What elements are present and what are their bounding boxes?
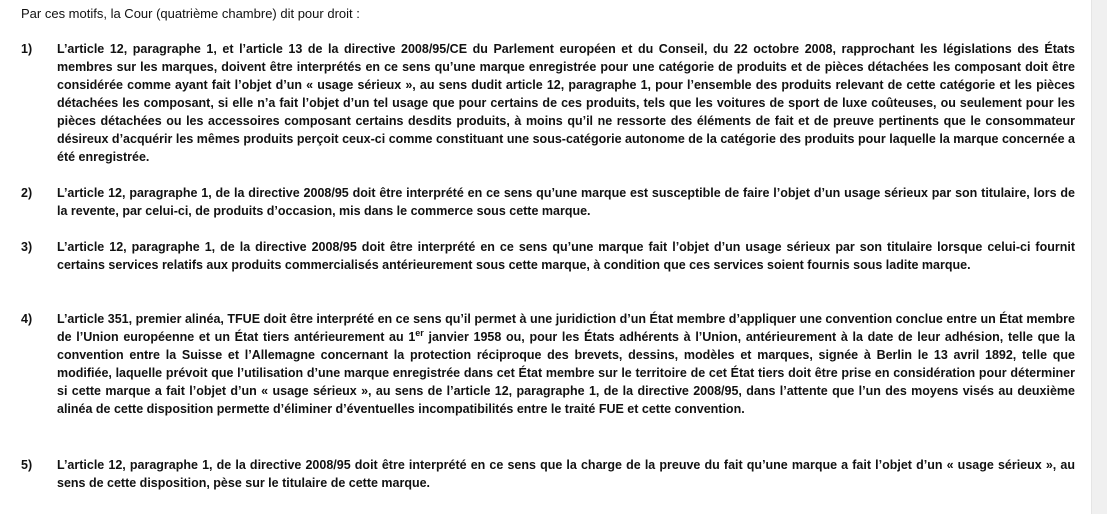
ruling-item-5 (21, 456, 1075, 492)
ruling-item-4 (21, 310, 1075, 418)
intro-text: Par ces motifs, la Cour (quatrième chambre) dit pour droit : (21, 6, 360, 21)
item-text: L’article 12, paragraphe 1, et l’article 13 de la directive 2008/95/CE du Parlement européen et du Conseil, du 22 octobre 2008, rapprochant les législations des États membres sur les marques, doivent être interprétés en ce sens qu’une marque enregistrée pour une catégorie de produits et de pièces détachées les composant doit être considérée comme ayant fait l’objet d’un « usage sérieux », au sens dudit article 12, paragraphe 1, pour l’ensemble des produits relevant de cette catégorie et les pièces détachées les composant, si elle n’a fait l’objet d’un tel usage que pour certains de ces produits, tels que les voitures de sport de luxe coûteuses, ou seulement pour les pièces détachées ou les accessoires composant certains desdits produits, à moins qu’il ne ressorte des éléments de fait et de preuve pertinents que le consommateur désireux d’acquérir les mêmes produits perçoit ceux-ci comme constituant une sous-catégorie autonome de la catégorie des produits pour laquelle la marque concernée a été enregistrée. (57, 42, 1075, 164)
item-number: 5) (21, 458, 33, 472)
item-number: 1) (21, 42, 33, 56)
ruling-item-1 (21, 40, 1075, 166)
item-text-part: L’article 351, premier alinéa, TFUE doit être interprété en ce sens qu’il permet à une juridiction d’un État membre d’appliquer une convention conclue entre un État membre de l’Union européenne et un État tiers antérieurement au 1 (57, 312, 1075, 344)
item-text-part: janvier 1958 ou, pour les États adhérents à l’Union, antérieurement à la date de leur adhésion, telle que la convention entre la Suisse et l’Allemagne concernant la protection réciproque des brevets, dessins, modèles et marques, signée à Berlin le 13 avril 1892, telle que modifiée, laquelle prévoit que l’utilisation d’une marque enregistrée dans cet État membre sur le territoire de cet État tiers doit être prise en considération pour déterminer si cette marque a fait l’objet d’un « usage sérieux », au sens de l’article 12, paragraphe 1, de la directive 2008/95, dans l’attente que l’un des moyens visés au deuxième alinéa de cette disposition permette d’éliminer d’éventuelles incompatibilités entre le traité FUE et cette convention. (57, 330, 1075, 416)
item-text: L’article 12, paragraphe 1, de la directive 2008/95 doit être interprété en ce sens qu’une marque est susceptible de faire l’objet d’un usage sérieux par son titulaire, lors de la revente, par celui-ci, de produits d’occasion, mis dans le commerce sous cette marque. (57, 186, 1075, 218)
item-number: 2) (21, 186, 33, 200)
ruling-item-3 (21, 238, 1075, 274)
item-number: 4) (21, 312, 33, 326)
item-text: L’article 12, paragraphe 1, de la directive 2008/95 doit être interprété en ce sens que la charge de la preuve du fait qu’une marque a fait l’objet d’un « usage sérieux », au sens de cette disposition, pèse sur le titulaire de cette marque. (57, 458, 1075, 490)
ordinal-superscript: er (415, 327, 424, 338)
item-text (57, 310, 1075, 418)
item-number: 3) (21, 240, 33, 254)
ruling-item-2 (21, 184, 1075, 220)
item-text: L’article 12, paragraphe 1, de la directive 2008/95 doit être interprété en ce sens qu’une marque fait l’objet d’un usage sérieux par son titulaire lorsque celui-ci fournit certains services relatifs aux produits commercialisés antérieurement sous cette marque, à condition que ces services soient fournis sous ladite marque. (57, 240, 1075, 272)
scrollbar[interactable] (1091, 0, 1107, 514)
